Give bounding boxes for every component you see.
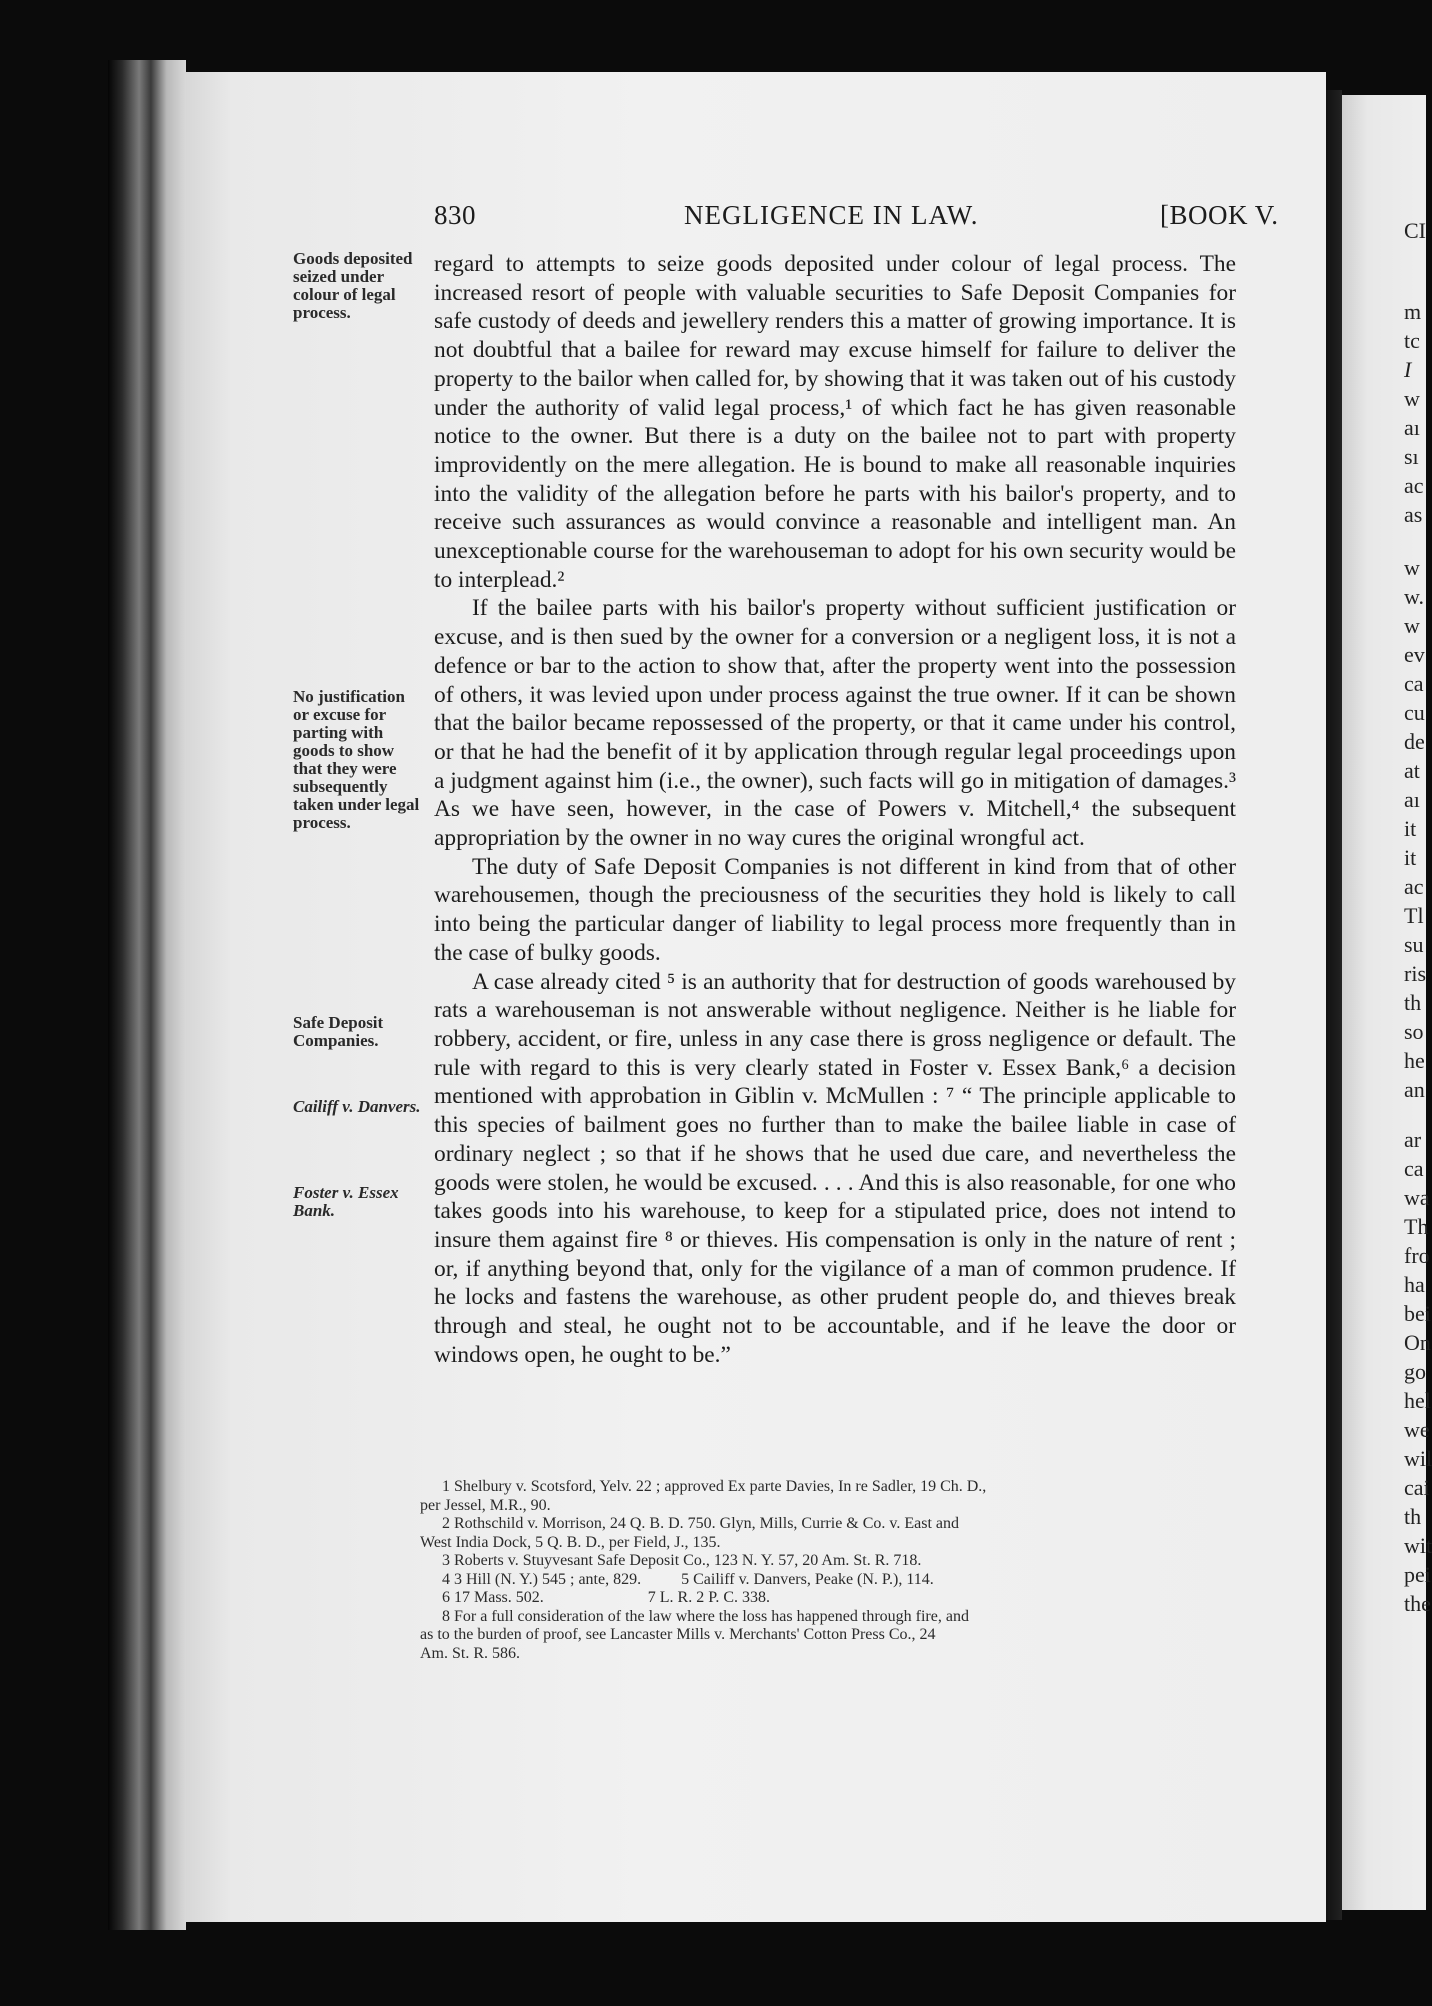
facing-page-fragment: th — [1404, 990, 1422, 1015]
page-gutter — [1326, 90, 1342, 1920]
facing-page-fragment: bei — [1404, 1301, 1431, 1326]
paragraph: regard to attempts to seize goods deposited under colour of legal process. The increased resort of people with valuable securities to Safe Deposit Companies for safe custody of deeds and jewellery renders this a matter of growing importance. It is not doubtful that a bailee for reward may excuse himself for failure to deliver the property to the bailor when called for, by showing that it was taken out of his custody under the authority of valid legal process,¹ of which fact he has given reasonable notice to the owner. But there is a duty on the bailee not to part with property improvidently on the mere allegation. He is bound to make all reasonable inquiries into the validity of the allegation before he parts with his bailor's property, and to receive such assurances as would convince a reasonable and intelligent man. An unexceptionable course for the warehouseman to adopt for his own security would be to interplead.² — [434, 251, 1236, 593]
book-label: [BOOK V. — [1160, 200, 1279, 230]
facing-page-fragment: ar — [1404, 1127, 1422, 1152]
facing-page-fragment: I — [1404, 357, 1412, 382]
footnote: 2 Rothschild v. Morrison, 24 Q. B. D. 750. Glyn, Mills, Currie & Co. v. East and — [442, 1515, 960, 1532]
footnote: as to the burden of proof, see Lancaster Mills v. Merchants' Cotton Press Co., 24 — [420, 1626, 936, 1643]
facing-page-fragment: ha — [1404, 1272, 1425, 1297]
paragraph: If the bailee parts with his bailor's property without sufficient justification or excuse, and is then sued by the owner for a conversion or a negligent loss, it is not a defence or bar to the action to show that, after the property went into the possession of others, it was levied upon under process against the true owner. If it can be shown that the bailor became repossessed of the property, or that it came under his control, or that he had the benefit of it by application through regular legal proceedings upon a judgment against him (i.e., the owner), such facts will go in mitigation of damages.³ As we have seen, however, in the case of Powers v. Mitchell,⁴ the subsequent appropriation by the owner in no way cures the original wrongful act. — [434, 595, 1236, 852]
facing-page-fragment: CI — [1404, 218, 1426, 243]
facing-page-fragment: at — [1404, 758, 1420, 783]
footnote: 3 Roberts v. Stuyvesant Safe Deposit Co., 123 N. Y. 57, 20 Am. St. R. 718. — [442, 1552, 922, 1569]
footnote: 8 For a full consideration of the law where the loss has happened through fire, and — [442, 1607, 969, 1625]
facing-page-fragment: ris — [1404, 961, 1426, 986]
facing-page-fragment: ac — [1404, 473, 1424, 498]
footnote: West India Dock, 5 Q. B. D., per Field, J., 135. — [420, 1533, 721, 1551]
facing-page-fragment: su — [1404, 932, 1424, 957]
facing-page-fragment: On — [1404, 1330, 1431, 1355]
facing-page-fragment: ac — [1404, 874, 1424, 899]
facing-page-fragment: he — [1404, 1048, 1425, 1073]
facing-page-fragment: w — [1404, 555, 1420, 580]
facing-page-fragment: tc — [1404, 328, 1420, 353]
book-binding — [108, 60, 186, 1930]
margin-note: Goods deposited seized under colour of legal process. — [293, 249, 413, 322]
footnote: Am. St. R. 586. — [420, 1644, 521, 1662]
footnotes — [420, 1478, 1235, 1663]
facing-page-fragment: m — [1404, 299, 1422, 324]
facing-page-fragment: cai — [1404, 1475, 1430, 1500]
facing-page-fragment: so — [1404, 1019, 1424, 1044]
facing-page-fragment: wa — [1404, 1185, 1430, 1210]
facing-page-fragment: go — [1404, 1359, 1426, 1384]
facing-page-fragment: we — [1404, 1417, 1430, 1442]
facing-page-fragment: w. — [1404, 584, 1424, 609]
facing-page-fragment: it — [1404, 816, 1417, 841]
facing-page-fragment: th — [1404, 1504, 1422, 1529]
facing-page-fragment: w — [1404, 386, 1420, 411]
facing-page-fragment: aı — [1404, 787, 1420, 812]
facing-page-fragment: it — [1404, 845, 1417, 870]
facing-page-fragment: pei — [1404, 1562, 1431, 1587]
body-text — [434, 250, 1236, 1369]
footnote: per Jessel, M.R., 90. — [420, 1496, 551, 1514]
facing-page-fragment: ev — [1404, 642, 1425, 667]
facing-page-fragment: an — [1404, 1077, 1425, 1102]
margin-note: Foster v. Essex Bank. — [293, 1183, 399, 1220]
margin-note: No justification or excuse for parting with goods to show that they were subsequently taken under legal process. — [293, 687, 420, 832]
footnote: 6 17 Mass. 502. 7 L. R. 2 P. C. 338. — [442, 1589, 771, 1606]
facing-page-fragment: ca — [1404, 1156, 1424, 1181]
facing-page-fragment: Th — [1404, 1214, 1429, 1239]
facing-page-fragment: fro — [1404, 1243, 1430, 1268]
facing-page-fragment: hel — [1404, 1388, 1431, 1413]
margin-note: Cailiff v. Danvers. — [293, 1097, 421, 1116]
facing-page-fragment: aı — [1404, 415, 1420, 440]
facing-page-fragment: Tl — [1404, 903, 1424, 928]
page-number: 830 — [434, 200, 476, 230]
facing-page-fragment: cu — [1404, 700, 1425, 725]
facing-page-fragment: as — [1404, 502, 1423, 527]
facing-page-fragment: w — [1404, 613, 1420, 638]
facing-page-fragment: wit — [1404, 1533, 1432, 1558]
footnote: 1 Shelbury v. Scotsford, Yelv. 22 ; approved Ex parte Davies, In re Sadler, 19 Ch. D., — [442, 1478, 987, 1495]
paragraph: The duty of Safe Deposit Companies is not different in kind from that of other warehousemen, though the preciousness of the securities they hold is likely to call into being the particular danger of liability to legal process more frequently than in the case of bulky goods. — [434, 853, 1236, 966]
facing-page-fragment: sı — [1404, 444, 1419, 469]
footnote: 4 3 Hill (N. Y.) 545 ; ante, 829. 5 Cailiff v. Danvers, Peake (N. P.), 114. — [442, 1570, 934, 1588]
facing-page-fragment: wil — [1404, 1446, 1432, 1471]
running-title: NEGLIGENCE IN LAW. — [684, 200, 979, 230]
facing-page-fragment: ca — [1404, 671, 1424, 696]
facing-page-fragment: the — [1404, 1591, 1431, 1616]
paragraph: A case already cited ⁵ is an authority that for destruction of goods warehoused by rats a warehouseman is not answerable without negligence. Neither is he liable for robbery, accident, or fire, unless in any case there is gross negligence or default. The rule with regard to this is very clearly stated in Foster v. Essex Bank,⁶ a decision mentioned with approbation in Giblin v. McMullen : ⁷ “ The principle applicable to this species of bailment goes no further than to make the bailee liable in case of ordinary neglect ; so that if he shows that he used due care, and nevertheless the goods were stolen, he would be excused. . . . And this is also reasonable, for one who takes goods into his warehouse, to keep for a stipulated price, does not intend to insure them against fire ⁸ or thieves. His compensation is only in the nature of rent ; or, if anything beyond that, only for the vigilance of a man of common prudence. If he locks and fastens the warehouse, as other prudent people do, and thieves break through and steal, he ought not to be accountable, and if he leave the door or windows open, he ought to be.” — [434, 968, 1236, 1368]
margin-note: Safe Deposit Companies. — [293, 1013, 384, 1050]
facing-page-edge — [1342, 95, 1432, 1910]
facing-page-fragment: de — [1404, 729, 1425, 754]
